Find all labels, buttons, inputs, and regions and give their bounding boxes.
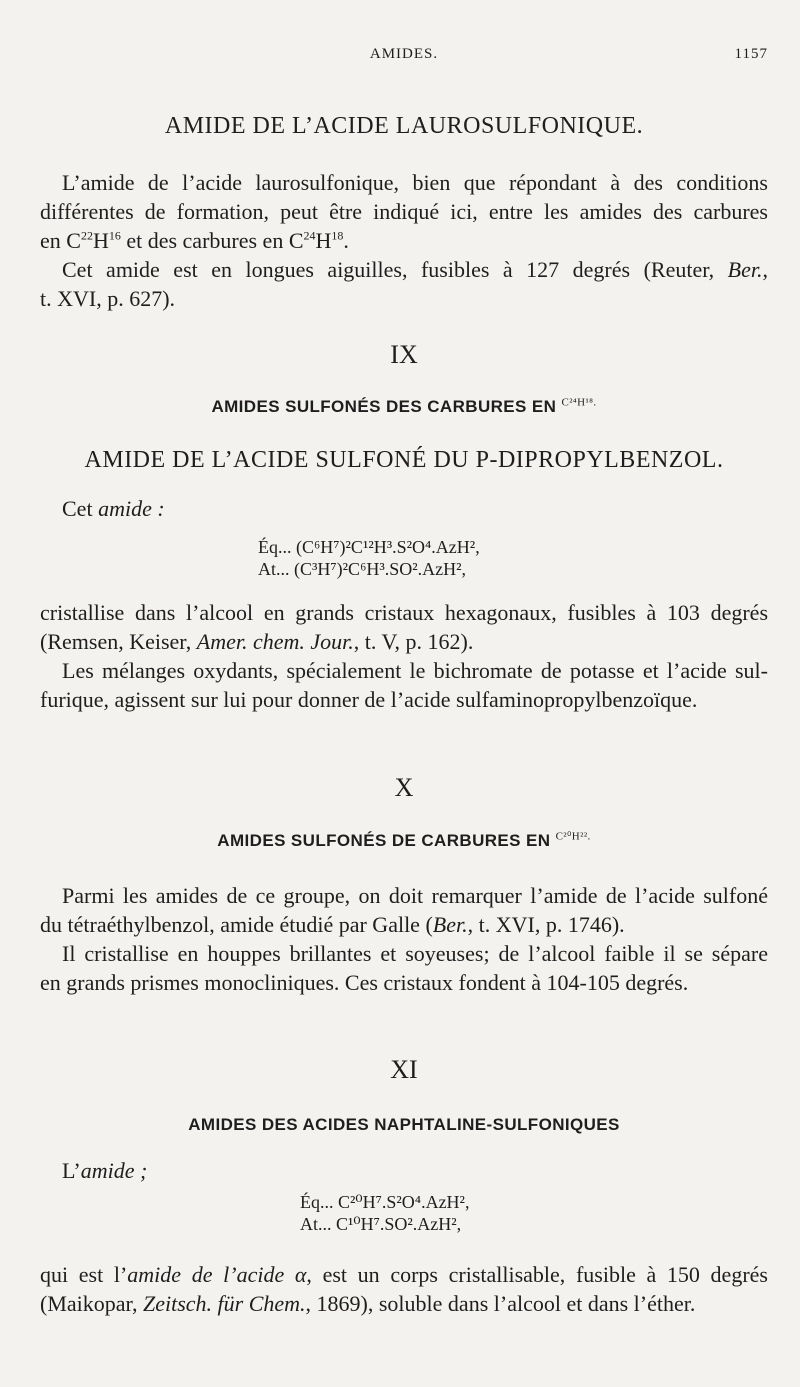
paragraph-line: Les mélanges oxydants, spécialement le bichromate de potasse et l’acide sul- — [62, 658, 768, 683]
intro-line: Cet amide : — [62, 496, 165, 521]
paragraph-line: (Maikopar, Zeitsch. für Chem., 1869), soluble dans l’alcool et dans l’éther. — [40, 1291, 696, 1316]
paragraph-line-formula: en $C^{22}H^{16}$ et des carbures en $C^{24}H^{18}$. — [40, 228, 349, 253]
formula-at: At... C¹⁰H⁷.SO².AzH², — [300, 1214, 462, 1234]
formula-at: At... (C³H⁷)²C⁶H³.SO².AzH², — [258, 559, 467, 579]
paragraph-line: du tétraéthylbenzol, amide étudié par Galle (Ber., t. XVI, p. 1746). — [40, 912, 625, 937]
section-numeral-x: X — [394, 773, 414, 802]
section-numeral-xi: XI — [390, 1055, 418, 1084]
paragraph-line: Parmi les amides de ce groupe, on doit remarquer l’amide de l’acide sulfoné — [62, 883, 768, 908]
paragraph-line: furique, agissent sur lui pour donner de l’acide sulfaminopropylbenzoïque. — [40, 687, 698, 712]
section-title-laurosulfonique: AMIDE DE L’ACIDE LAUROSULFONIQUE. — [164, 113, 644, 139]
formula-eq: Éq... (C⁶H⁷)²C¹²H³.S²O⁴.AzH², — [258, 537, 480, 557]
intro-line: L’amide ; — [62, 1158, 148, 1183]
running-head-title: AMIDES. — [369, 46, 439, 62]
page-number: 1157 — [734, 46, 768, 62]
paragraph-line: cristallise dans l’alcool en grands cristaux hexagonaux, fusibles à 103 degrés — [40, 600, 768, 625]
section-heading-ix: AMIDES SULFONÉS DES CARBURES EN $^{C^{24}H^{18}.}$ — [211, 396, 597, 416]
running-head — [40, 46, 768, 70]
section-heading-xi: AMIDES DES ACIDES NAPHTALINE-SULFONIQUES — [188, 1115, 620, 1134]
formula-eq: Éq... C²⁰H⁷.S²O⁴.AzH², — [300, 1192, 470, 1212]
paragraph-line: t. XVI, p. 627). — [40, 286, 176, 311]
paragraph-line: qui est l’amide de l’acide α, est un corps cristallisable, fusible à 150 degrés — [40, 1262, 768, 1287]
paragraph-line: en grands prismes monocliniques. Ces cristaux fondent à 104-105 degrés. — [40, 970, 689, 995]
paragraph-line: L’amide de l’acide laurosulfonique, bien que répondant à des conditions — [62, 170, 768, 195]
section-numeral-ix: IX — [390, 340, 418, 369]
section-title-dipropylbenzol: AMIDE DE L’ACIDE SULFONÉ DU P-DIPROPYLBENZOL. — [84, 447, 724, 473]
paragraph-line: différentes de formation, peut être indiqué ici, entre les amides des carbures — [40, 199, 768, 224]
paragraph-line: Il cristallise en houppes brillantes et soyeuses; de l’alcool faible il se sépare — [62, 941, 768, 966]
section-heading-x: AMIDES SULFONÉS DE CARBURES EN $^{C^{20}H^{22}.}$ — [217, 830, 591, 850]
paragraph-line: Cet amide est en longues aiguilles, fusibles à 127 degrés (Reuter, Ber., — [62, 257, 768, 282]
paragraph-line: (Remsen, Keiser, Amer. chem. Jour., t. V, p. 162). — [40, 629, 474, 654]
